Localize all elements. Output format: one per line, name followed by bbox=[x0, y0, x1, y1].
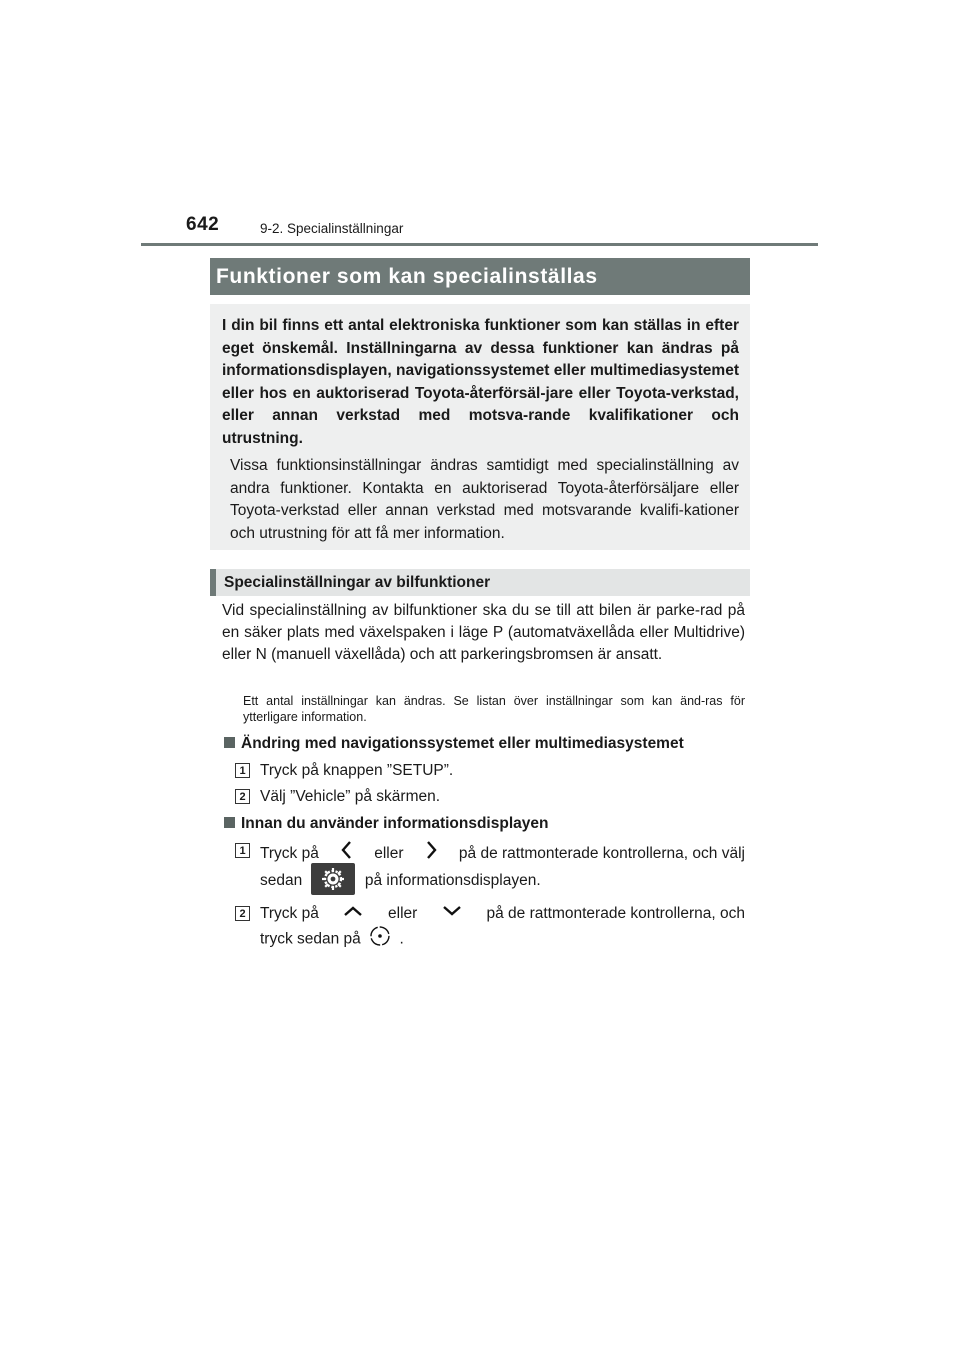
step-text-part: på de rattmonterade kontrollerna, och välj bbox=[458, 844, 745, 862]
step-text: Välj ”Vehicle” på skärmen. bbox=[260, 788, 441, 805]
intro-box bbox=[210, 304, 750, 550]
step-text-part: på informationsdisplayen. bbox=[364, 872, 541, 890]
small-note: Ett antal inställningar kan ändras. Se listan över inställningar som kan änd-ras för ytterligare information. bbox=[243, 694, 745, 724]
step-text-part: eller bbox=[388, 905, 418, 922]
info-heading bbox=[224, 815, 548, 833]
step-badge: 2 bbox=[235, 789, 250, 804]
step-text-part: eller bbox=[374, 844, 404, 862]
nav-heading bbox=[224, 735, 684, 753]
step-text-part: . bbox=[399, 930, 404, 948]
nav-heading-text: Ändring med navigationssystemet eller multimediasystemet bbox=[241, 735, 684, 752]
step-text-line bbox=[260, 865, 541, 897]
page-title: Funktioner som kan specialinställas bbox=[210, 258, 750, 295]
step-text-part: Tryck på bbox=[260, 844, 319, 862]
intro-bold-text: I din bil finns ett antal elektroniska funktioner som kan ställas in efter eget önskemål. Inställningarna av dessa funktioner kan ändras på informationsdisplayen, navigationssystemet eller multimediasystemet eller hos en auktoriserad Toyota-återförsäl-jare eller Toyota-verkstad, eller annan verkstad med motsva-rande kvalifikationer och utrustning. bbox=[222, 317, 739, 447]
info-heading-text: Innan du använder informationsdisplayen bbox=[241, 815, 549, 832]
chevron-down-icon bbox=[441, 903, 463, 925]
ok-button-icon bbox=[369, 925, 391, 954]
square-bullet-icon bbox=[224, 817, 235, 828]
step-text-part: Tryck på bbox=[260, 905, 319, 922]
chevron-right-icon bbox=[424, 840, 438, 867]
step-badge: 1 bbox=[235, 763, 250, 778]
settings-gear-icon bbox=[311, 863, 355, 895]
page-number: 642 bbox=[186, 214, 220, 235]
step-text: Tryck på knappen ”SETUP”. bbox=[260, 762, 454, 779]
section-label: 9-2. Specialinställningar bbox=[260, 221, 404, 236]
step-text-part: på de rattmonterade kontrollerna, och bbox=[486, 905, 745, 922]
chevron-up-icon bbox=[342, 903, 364, 925]
step-text-part: tryck sedan på bbox=[260, 930, 361, 948]
header-rule bbox=[141, 243, 818, 246]
step-text-part: sedan bbox=[260, 872, 303, 890]
intro-note: Vissa funktionsinställningar ändras samtidigt med specialinställning av andra funktioner. Kontakta en auktoriserad Toyota-återförsäljare eller Toyota-verkstad eller annan verkstad med motsvarande kvalifi-kationer och utrustning för att få mer information. bbox=[230, 457, 739, 542]
step-badge: 2 bbox=[235, 906, 250, 921]
square-bullet-icon bbox=[224, 737, 235, 748]
subsection-title: Specialinställningar av bilfunktioner bbox=[210, 569, 750, 596]
step-text-line bbox=[260, 903, 745, 925]
subsection-paragraph: Vid specialinställning av bilfunktioner ska du se till att bilen är parke-rad på en säker plats med växelspaken i läge P (automatväxellåda eller Multidrive) eller N (manuell växellåda) och att parkeringsbromsen är ansatt. bbox=[222, 602, 745, 663]
step-badge: 1 bbox=[235, 843, 250, 858]
step-text-line bbox=[260, 925, 404, 954]
